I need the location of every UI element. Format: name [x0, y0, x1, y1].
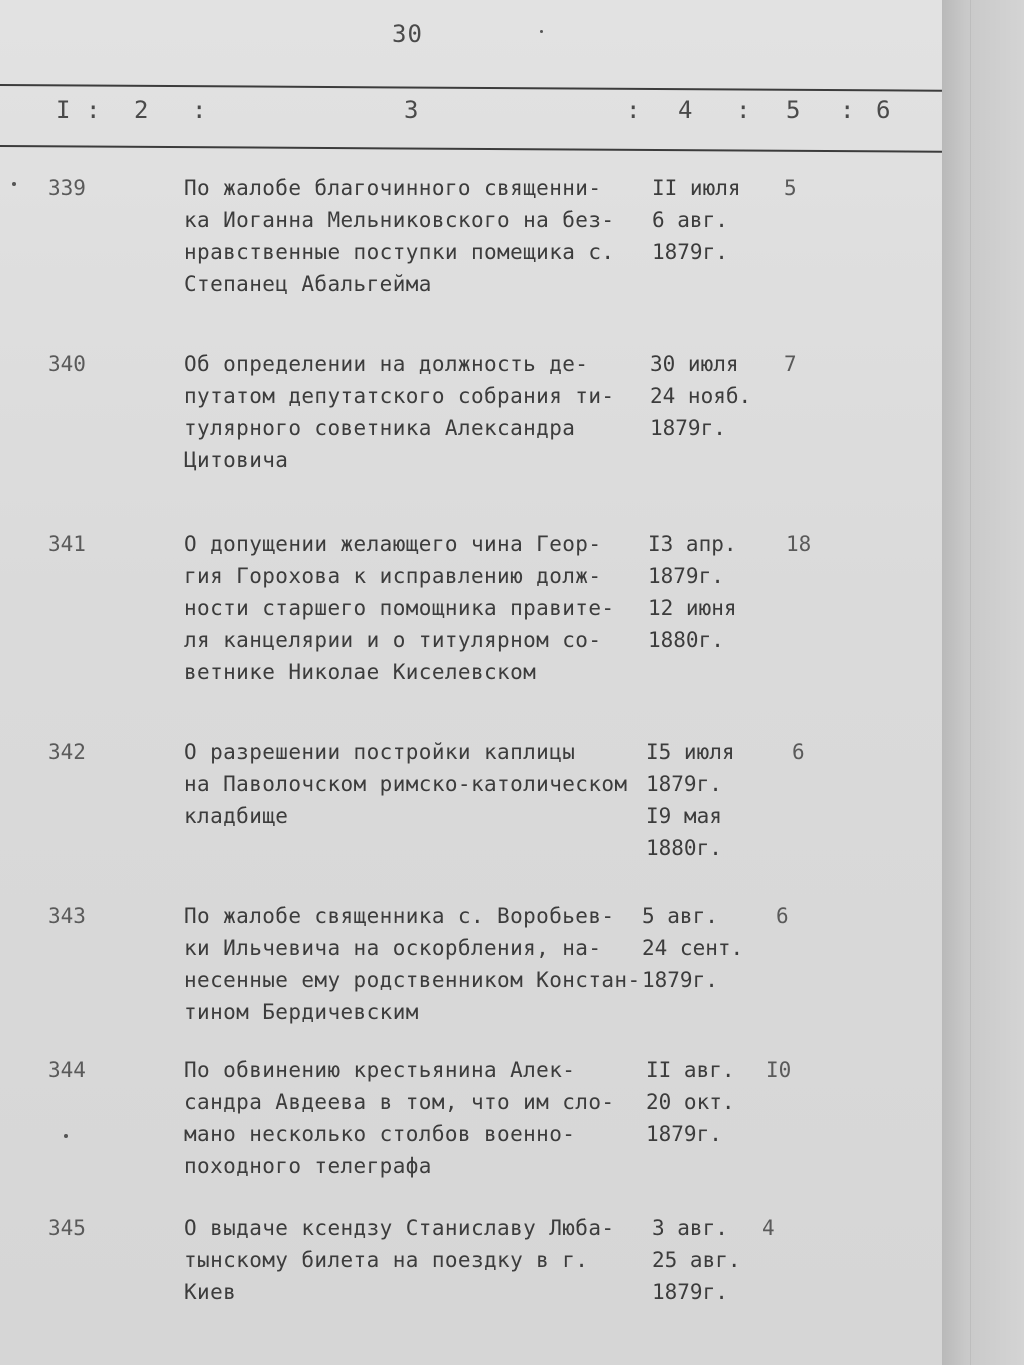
- column-header-2: 2: [134, 96, 149, 124]
- column-separator: :: [736, 96, 751, 124]
- date-line: I3 апр.: [648, 532, 737, 556]
- entry-description: [184, 736, 654, 832]
- description-line: походного телеграфа: [184, 1154, 432, 1178]
- date-line: 1880г.: [646, 836, 722, 860]
- entry-number: 344: [48, 1058, 86, 1082]
- entry-sheet-count: 18: [786, 532, 812, 556]
- description-line: По жалобе священника с. Воробьев-: [184, 904, 615, 928]
- description-line: О допущении желающего чина Геор-: [184, 532, 602, 556]
- entry-number: 339: [48, 176, 86, 200]
- entry-dates: [646, 736, 776, 864]
- entry-sheet-count: 7: [784, 352, 797, 376]
- underlying-page-edge: [942, 0, 1024, 1365]
- date-line: 1879г.: [648, 564, 724, 588]
- column-separator: :: [86, 96, 101, 124]
- date-line: II авг.: [646, 1058, 735, 1082]
- underlying-page-crease: [970, 0, 971, 1365]
- entry-sheet-count: 4: [762, 1216, 775, 1240]
- entry-dates: [652, 172, 782, 268]
- paper-speck: [12, 182, 16, 186]
- description-line: Степанец Абальгейма: [184, 272, 432, 296]
- entry-description: [184, 528, 654, 688]
- description-line: ки Ильчевича на оскорбления, на-: [184, 936, 602, 960]
- description-line: По обвинению крестьянина Алек-: [184, 1058, 576, 1082]
- entry-description: [184, 172, 654, 300]
- entry-number: 343: [48, 904, 86, 928]
- date-line: 24 нояб.: [650, 384, 752, 408]
- description-line: сандра Авдеева в том, что им сло-: [184, 1090, 615, 1114]
- column-separator: :: [840, 96, 855, 124]
- date-line: 3 авг.: [652, 1216, 728, 1240]
- entry-sheet-count: 6: [792, 740, 805, 764]
- description-line: Киев: [184, 1280, 237, 1304]
- description-line: гия Горохова к исправлению долж-: [184, 564, 602, 588]
- description-line: кладбище: [184, 804, 289, 828]
- paper-speck: [64, 1134, 68, 1138]
- entry-description: [184, 348, 654, 476]
- date-line: 1879г.: [652, 240, 728, 264]
- date-line: I5 июля: [646, 740, 735, 764]
- header-bottom-rule: [0, 145, 942, 153]
- entry-number: 345: [48, 1216, 86, 1240]
- date-line: 24 сент.: [642, 936, 744, 960]
- entry-number: 340: [48, 352, 86, 376]
- date-line: 1880г.: [648, 628, 724, 652]
- description-line: Цитовича: [184, 448, 289, 472]
- date-line: 25 авг.: [652, 1248, 741, 1272]
- description-line: мано несколько столбов военно-: [184, 1122, 576, 1146]
- date-line: 20 окт.: [646, 1090, 735, 1114]
- description-line: ности старшего помощника правите-: [184, 596, 615, 620]
- description-line: тынскому билета на поездку в г.: [184, 1248, 589, 1272]
- page-number: 30: [392, 20, 423, 48]
- column-header-1: I: [56, 96, 71, 124]
- date-line: 1879г.: [646, 1122, 722, 1146]
- entry-dates: [642, 900, 772, 996]
- description-line: ветнике Николае Киселевском: [184, 660, 537, 684]
- entry-description: [184, 1054, 654, 1182]
- description-line: ка Иоганна Мельниковского на без-: [184, 208, 615, 232]
- column-separator: :: [192, 96, 207, 124]
- entry-sheet-count: 6: [776, 904, 789, 928]
- column-header-5: 5: [786, 96, 801, 124]
- description-line: тином Бердичевским: [184, 1000, 419, 1024]
- entry-number: 341: [48, 532, 86, 556]
- entry-number: 342: [48, 740, 86, 764]
- description-line: По жалобе благочинного священни-: [184, 176, 602, 200]
- date-line: 30 июля: [650, 352, 739, 376]
- column-header-row: [0, 96, 942, 136]
- date-line: II июля: [652, 176, 741, 200]
- paper-speck: [540, 30, 543, 33]
- date-line: 1879г.: [646, 772, 722, 796]
- date-line: 5 авг.: [642, 904, 718, 928]
- description-line: ля канцелярии и о титулярном со-: [184, 628, 602, 652]
- date-line: I9 мая: [646, 804, 722, 828]
- date-line: 6 авг.: [652, 208, 728, 232]
- description-line: О разрешении постройки каплицы: [184, 740, 576, 764]
- entry-sheet-count: I0: [766, 1058, 792, 1082]
- header-top-rule: [0, 84, 942, 92]
- date-line: 1879г.: [642, 968, 718, 992]
- entry-dates: [650, 348, 780, 444]
- description-line: О выдаче ксендзу Станиславу Люба-: [184, 1216, 615, 1240]
- column-separator: :: [626, 96, 641, 124]
- column-header-3: 3: [404, 96, 419, 124]
- entry-description: [184, 900, 654, 1028]
- description-line: нравственные поступки помещика с.: [184, 240, 615, 264]
- description-line: несенные ему родственником Констан-: [184, 968, 641, 992]
- entry-dates: [646, 1054, 776, 1150]
- date-line: 12 июня: [648, 596, 737, 620]
- entry-dates: [648, 528, 778, 656]
- entry-description: [184, 1212, 654, 1308]
- column-header-6: 6: [876, 96, 891, 124]
- date-line: 1879г.: [652, 1280, 728, 1304]
- entry-sheet-count: 5: [784, 176, 797, 200]
- description-line: тулярного советника Александра: [184, 416, 576, 440]
- description-line: путатом депутатского собрания ти-: [184, 384, 615, 408]
- date-line: 1879г.: [650, 416, 726, 440]
- description-line: на Паволочском римско-католическом: [184, 772, 628, 796]
- description-line: Об определении на должность де-: [184, 352, 589, 376]
- column-header-4: 4: [678, 96, 693, 124]
